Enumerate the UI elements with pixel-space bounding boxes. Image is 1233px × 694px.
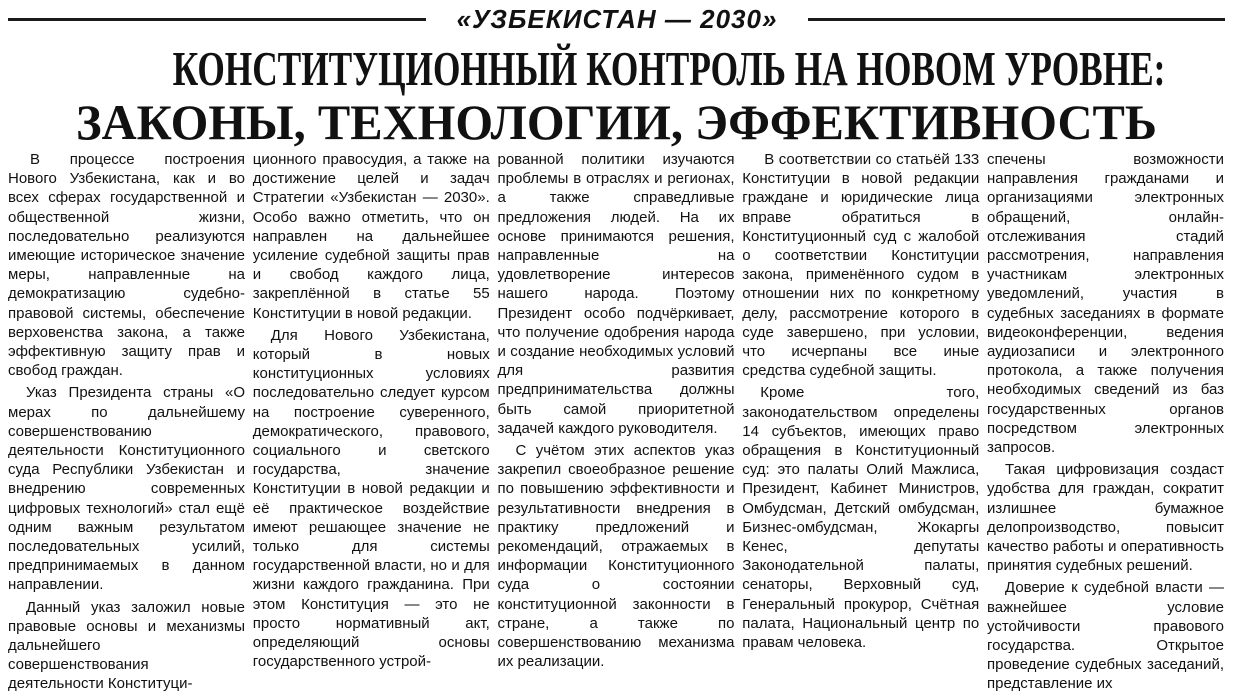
paragraph: Доверие к судебной власти — важнейшее условие устойчивости правового государства. Открытое проведение судебных заседаний, представление их	[987, 579, 1224, 693]
article-column-3	[497, 150, 735, 671]
paragraph: ционного правосудия, а также на достижение целей и задач Стратегии «Узбекистан — 2030». Особо важно отметить, что он направлен на дальнейшее усиление судебной защиты прав и свобод каждого лица, закреплённой в статье 55 Конституции в новой редакции.	[252, 151, 490, 322]
paragraph: Данный указ заложил новые правовые основы и механизмы дальнейшего совершенствования деятельности Конституци-	[8, 598, 245, 693]
rubric-label: «УЗБЕКИСТАН — 2030»	[456, 4, 778, 34]
article-column-1	[8, 150, 245, 693]
article-columns	[8, 150, 1224, 693]
article-column-4	[742, 150, 980, 652]
paragraph: рованной политики изучаются проблемы в отраслях и регионах, а также справедливые предложения людей. На их основе принимаются решения, направленные на удовлетворение интересов нашего народа. Поэтому Президент особо подчёркивает, что получение одобрения народа и создание необходимых условий для развития предпринимательства должны быть самой приоритетной задачей каждого руководителя.	[497, 151, 735, 437]
paragraph: Такая цифровизация создаст удобства для граждан, сократит излишнее бумажное делопроизводство, повысит качество работы и оперативность принятия судебных решений.	[987, 461, 1224, 575]
rubric-rule-right	[808, 18, 1225, 21]
paragraph: Кроме того, законодательством определены 14 субъектов, имеющих право обращения в Конституционный суд: это палаты Олий Мажлиса, Президент, Кабинет Министров, Омбудсман, Детский омбудсман, Бизнес-омбудсман, Жокаргы Кенес, депутаты Законодательной палаты, сенаторы, Верховный суд, Генеральный прокурор, Счётная палата, Национальный центр по правам человека.	[742, 384, 980, 652]
headline-line-1: КОНСТИТУЦИОННЫЙ КОНТРОЛЬ НА НОВОМ УРОВНЕ:	[172, 41, 1166, 96]
headline-line-2: ЗАКОНЫ, ТЕХНОЛОГИИ, ЭФФЕКТИВНОСТЬ	[76, 94, 1157, 150]
article-column-5	[987, 150, 1224, 693]
rubric-bar	[0, 2, 1233, 36]
paragraph: спечены возможности направления гражданами и организациями электронных обращений, онлайн-отслеживания стадий рассмотрения, направления участникам электронных уведомлений, участия в судебных заседаниях в формате видеоконференции, ведения аудиозаписи и электронного протокола, а также получения необходимых сведений из баз государственных органов посредством электронных запросов.	[987, 151, 1224, 457]
paragraph: В соответствии со статьёй 133 Конституции в новой редакции граждане и юридические лица вправе обратиться в Конституционный суд с жалобой о соответствии Конституции закона, применённого судом в отношении них по конкретному делу, рассмотрение которого в суде завершено, при условии, что исчерпаны все иные средства судебной защиты.	[742, 151, 980, 380]
article-column-2	[252, 150, 490, 671]
paragraph: В процессе построения Нового Узбекистана, как и во всех сферах государственной и общественной жизни, последовательно реализуются имеющие историческое значение меры, направленные на демократизацию судебно-правовой системы, обеспечение верховенства закона, а также эффективную защиту прав и свобод граждан.	[8, 151, 245, 380]
paragraph: Для Нового Узбекистана, который в новых конституционных условиях последовательно следует курсом на построение суверенного, демократического, правового, социального и светского государства, значение Конституции в новой редакции и её практическое воздействие имеют решающее значение не только для системы государственной власти, но и для жизни каждого гражданина. При этом Конституция — это не просто нормативный акт, определяющий основы государственного устрой-	[252, 326, 490, 671]
paragraph: Указ Президента страны «О мерах по дальнейшему совершенствованию деятельности Конституционного суда Республики Узбекистан и внедрению современных цифровых технологий» стал ещё одним важным результатом последовательных усилий, предпринимаемых в данном направлении.	[8, 384, 245, 594]
rubric-rule-left	[8, 18, 426, 21]
paragraph: С учётом этих аспектов указ закрепил своеобразное решение по повышению эффективности и результативности внедрения в практику предложений и рекомендаций, отражаемых в информации Конституционного суда о состоянии конституционной законности в стране, а также по совершенствованию механизма их реализации.	[497, 442, 735, 671]
